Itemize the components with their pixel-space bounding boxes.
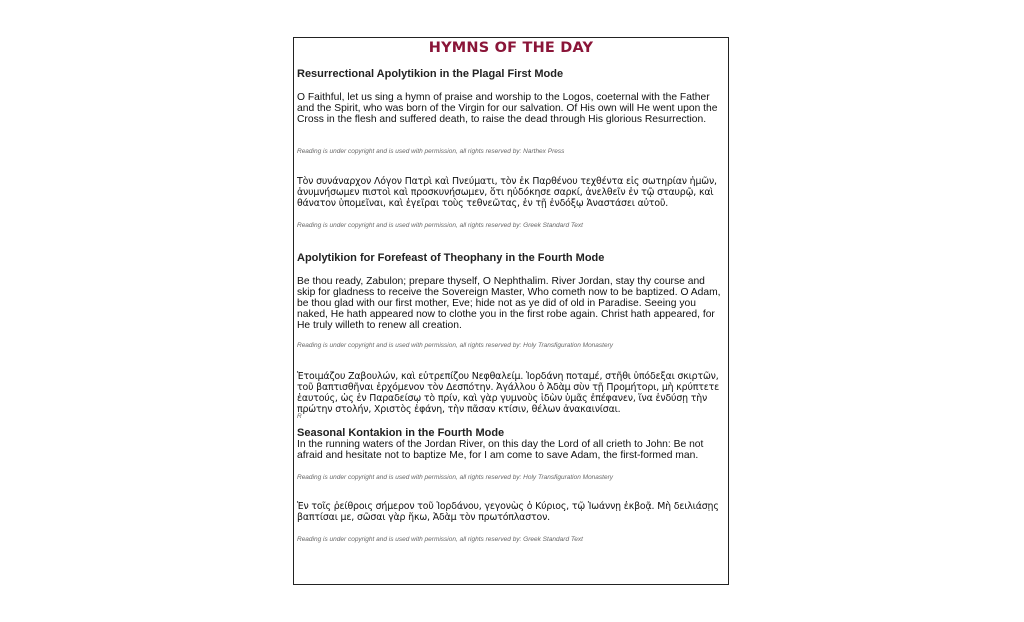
greek-text-mark: R <box>297 413 302 420</box>
copyright-credit-greek-standard-2: Reading is under copyright and is used with permission, all rights reserved by: Greek Standard Text <box>297 536 583 543</box>
english-text-resurrectional-apolytikion: O Faithful, let us sing a hymn of praise and worship to the Logos, coeternal with the Father and the Spirit, who was born of the Virgin for our salvation. Of His own will He went upon the Cross in the flesh and suffered death, to raise the dead through His glorious Resurrection. <box>297 92 718 125</box>
english-text-forefeast-apolytikion: Be thou ready, Zabulon; prepare thyself, O Nephthalim. River Jordan, stay thy course and skip for gladness to receive the Sovereign Master, Who cometh now to be baptized. O Adam, be thou glad with our first mother, Eve; hide not as ye did of old in Paradise. Seeing you naked, He hath appeared now to clothe you in the first robe again. Christ hath appeared, for He truly willeth to renew all creation. <box>297 276 721 331</box>
hymns-document <box>293 37 729 585</box>
greek-text-resurrectional-apolytikion: Τὸν συνάναρχον Λόγον Πατρὶ καὶ Πνεύματι, τὸν ἐκ Παρθένου τεχθέντα εἰς σωτηρίαν ἡμῶν, ἀνυμνήσωμεν πιστοὶ καὶ προσκυνήσωμεν, ὅτι ηὐδόκησε σαρκί, ἀνελθεῖν ἐν τῷ σταυρῷ, καὶ θάνατον ὑπομεῖναι, καὶ ἐγεῖραι τοὺς τεθνεῶτας, ἐν τῇ ἐνδόξῳ Ἀναστάσει αὐτοῦ. <box>297 176 717 209</box>
copyright-credit-holy-transfiguration: Reading is under copyright and is used with permission, all rights reserved by: Holy Transfiguration Monastery <box>297 342 613 349</box>
document-title: HYMNS OF THE DAY <box>428 40 594 56</box>
greek-text-forefeast-apolytikion: Ἑτοιμάζου Ζαβουλών, καὶ εὐτρεπίζου Νεφθαλείμ. Ἰορδάνη ποταμέ, στῆθι ὑπόδεξαι σκιρτῶν, τοῦ βαπτισθῆναι ἐρχόμενον τὸν Δεσπότην. Ἀγάλλου ὁ Ἀδὰμ σὺν τῇ Προμήτορι, μὴ κρύπτετε ἑαυτούς, ὡς ἐν Παραδείσῳ τὸ πρίν, καὶ γὰρ γυμνοὺς ἰδὼν ὑμᾶς ἐπέφανεν, ἵνα ἐνδύσῃ τὴν πρώτην στολήν, Χριστὸς ἐφάνη, τὴν πᾶσαν κτίσιν, θέλων ἀνακαινίσαι. <box>297 371 720 415</box>
copyright-credit-narthex: Reading is under copyright and is used with permission, all rights reserved by: Narthex Press <box>297 148 565 155</box>
english-text-seasonal-kontakion: In the running waters of the Jordan River, on this day the Lord of all crieth to John: Be not afraid and hesitate not to baptize Me, for I am come to save Adam, the first-formed man. <box>297 439 704 461</box>
copyright-credit-greek-standard: Reading is under copyright and is used with permission, all rights reserved by: Greek Standard Text <box>297 222 583 229</box>
greek-text-seasonal-kontakion: Ἐν τοῖς ῥείθροις σήμερον τοῦ Ἰορδάνου, γεγονὼς ὁ Κύριος, τῷ Ἰωάννῃ ἐκβοᾷ. Μὴ δειλιάσῃς βαπτίσαι με, σῶσαι γὰρ ἥκω, Ἀδὰμ τὸν πρωτόπλαστον. <box>297 501 719 523</box>
section-heading-forefeast-apolytikion: Apolytikion for Forefeast of Theophany in the Fourth Mode <box>297 252 605 264</box>
section-heading-resurrectional-apolytikion: Resurrectional Apolytikion in the Plagal First Mode <box>297 68 564 80</box>
section-heading-seasonal-kontakion: Seasonal Kontakion in the Fourth Mode <box>297 427 505 439</box>
copyright-credit-holy-transfiguration-2: Reading is under copyright and is used with permission, all rights reserved by: Holy Transfiguration Monastery <box>297 474 613 481</box>
